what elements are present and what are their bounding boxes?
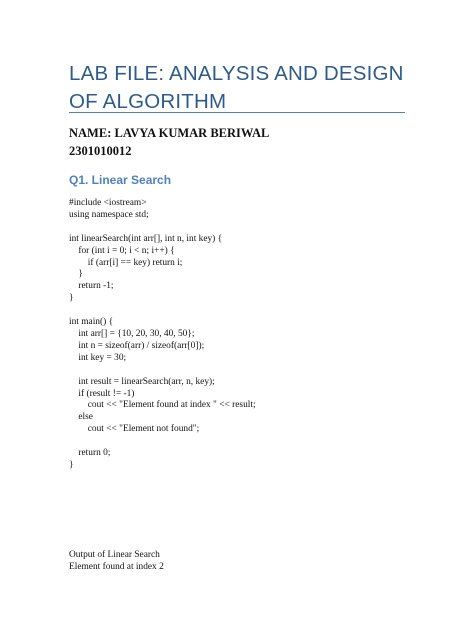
code-line: int arr[] = {10, 20, 30, 40, 50}; <box>69 328 195 339</box>
roll-number: 2301010012 <box>69 144 132 158</box>
code-line: cout << "Element found at index " << result; <box>69 400 256 411</box>
output-value: Element found at index 2 <box>69 562 164 572</box>
code-line <box>69 222 256 234</box>
output-section <box>69 549 164 573</box>
output-label: Output of Linear Search <box>69 550 160 560</box>
code-line: int result = linearSearch(arr, n, key); <box>69 376 215 387</box>
code-line: int linearSearch(int arr[], int n, int key) { <box>69 233 223 244</box>
code-line: } <box>69 293 74 304</box>
code-line <box>69 365 256 377</box>
code-line: int key = 30; <box>69 352 127 363</box>
title-underline <box>69 112 405 113</box>
code-line: } <box>69 269 83 280</box>
code-line: for (int i = 0; i < n; i++) { <box>69 245 175 256</box>
code-line: return -1; <box>69 281 114 292</box>
code-line: cout << "Element not found"; <box>69 424 200 435</box>
code-line: } <box>69 459 74 470</box>
code-line: return 0; <box>69 448 111 459</box>
code-line <box>69 436 256 448</box>
section-heading: Q1. Linear Search <box>69 173 172 187</box>
code-line: using namespace std; <box>69 209 149 220</box>
code-line: if (arr[i] == key) return i; <box>69 257 183 268</box>
document-title: LAB FILE: ANALYSIS AND DESIGN OF ALGORITHM <box>69 62 404 113</box>
code-line: int n = sizeof(arr) / sizeof(arr[0]); <box>69 340 205 351</box>
code-line: else <box>69 412 93 423</box>
code-line: int main() { <box>69 317 114 328</box>
code-line <box>69 305 256 317</box>
code-line: if (result != -1) <box>69 388 135 399</box>
code-line: #include <iostream> <box>69 198 147 208</box>
student-info <box>69 124 269 160</box>
code-block <box>69 198 256 472</box>
student-name: NAME: LAVYA KUMAR BERIWAL <box>69 126 270 140</box>
